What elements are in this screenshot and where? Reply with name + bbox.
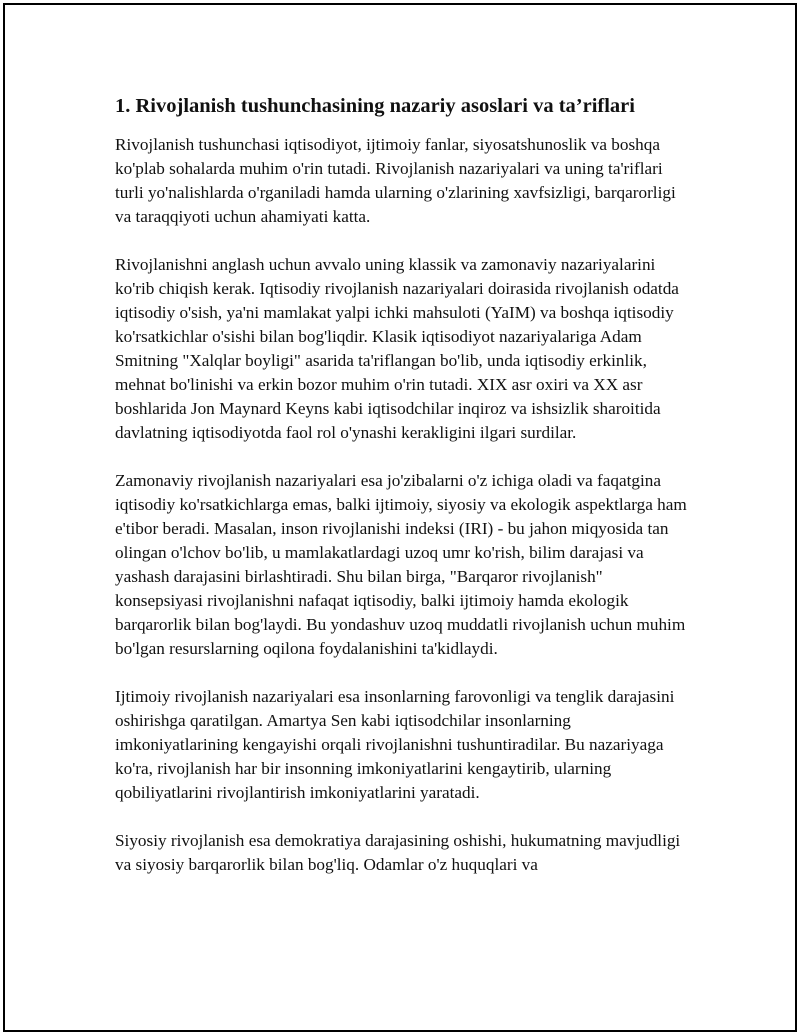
paragraph-5: Siyosiy rivojlanish esa demokratiya darajasining oshishi, hukumatning mavjudligi va siyosiy barqarorlik bilan bog'liq. Odamlar o'z huquqlari va: [115, 831, 681, 874]
document-body: [115, 92, 690, 901]
paragraph-2: Rivojlanishni anglash uchun avvalo uning klassik va zamonaviy nazariyalarini ko'rib chiqish kerak. Iqtisodiy rivojlanish nazariyalari doirasida rivojlanish odatda iqtisodiy o'sish, ya'ni mamlakat yalpi ichki mahsuloti (YaIM) va boshqa iqtisodiy ko'rsatkichlar o'sishi bilan bog'liqdir. Klasik iqtisodiyot nazariyalariga Adam Smitning "Xalqlar boyligi" asarida ta'riflangan bo'lib, unda iqtisodiy erkinlik, mehnat bo'linishi va erkin bozor muhim o'rin tutadi. XIX asr oxiri va XX asr boshlarida Jon Maynard Keyns kabi iqtisodchilar inqiroz va ishsizlik sharoitida davlatning iqtisodiyotda faol rol o'ynashi kerakligini ilgari surdilar.: [115, 255, 679, 442]
paragraph-4: Ijtimoiy rivojlanish nazariyalari esa insonlarning farovonligi va tenglik darajasini oshirishga qaratilgan. Amartya Sen kabi iqtisodchilar insonlarning imkoniyatlarining kengayishi orqali rivojlanishni tushuntiradilar. Bu nazariyaga ko'ra, rivojlanish har bir insonning imkoniyatlarini kengaytirib, ularning qobiliyatlarini rivojlantirish imkoniyatlarini yaratadi.: [115, 687, 675, 802]
paragraph-3: Zamonaviy rivojlanish nazariyalari esa jo'zibalarni o'z ichiga oladi va faqatgina iqtisodiy ko'rsatkichlarga emas, balki ijtimoiy, siyosiy va ekologik aspektlarga ham e'tibor beradi. Masalan, inson rivojlanishi indeksi (IRI) - bu jahon miqyosida tan olingan o'lchov bo'lib, u mamlakatlardagi uzoq umr ko'rish, bilim darajasi va yashash darajasini birlashtiradi. Shu bilan birga, "Barqaror rivojlanish" konsepsiyasi rivojlanishni nafaqat iqtisodiy, balki ijtimoiy hamda ekologik barqarorlik bilan bog'laydi. Bu yondashuv uzoq muddatli rivojlanish uchun muhim bo'lgan resurslarning oqilona foydalanishini ta'kidlaydi.: [115, 471, 687, 658]
paragraph-1: Rivojlanish tushunchasi iqtisodiyot, ijtimoiy fanlar, siyosatshunoslik va boshqa ko'plab sohalarda muhim o'rin tutadi. Rivojlanish nazariyalari va uning ta'riflari turli yo'nalishlarda o'rganiladi hamda ularning o'zlarining xavfsizligi, barqarorligi va taraqqiyoti uchun ahamiyati katta.: [115, 135, 676, 226]
section-heading: 1. Rivojlanish tushunchasining nazariy asoslari va ta’riflari: [115, 95, 635, 117]
